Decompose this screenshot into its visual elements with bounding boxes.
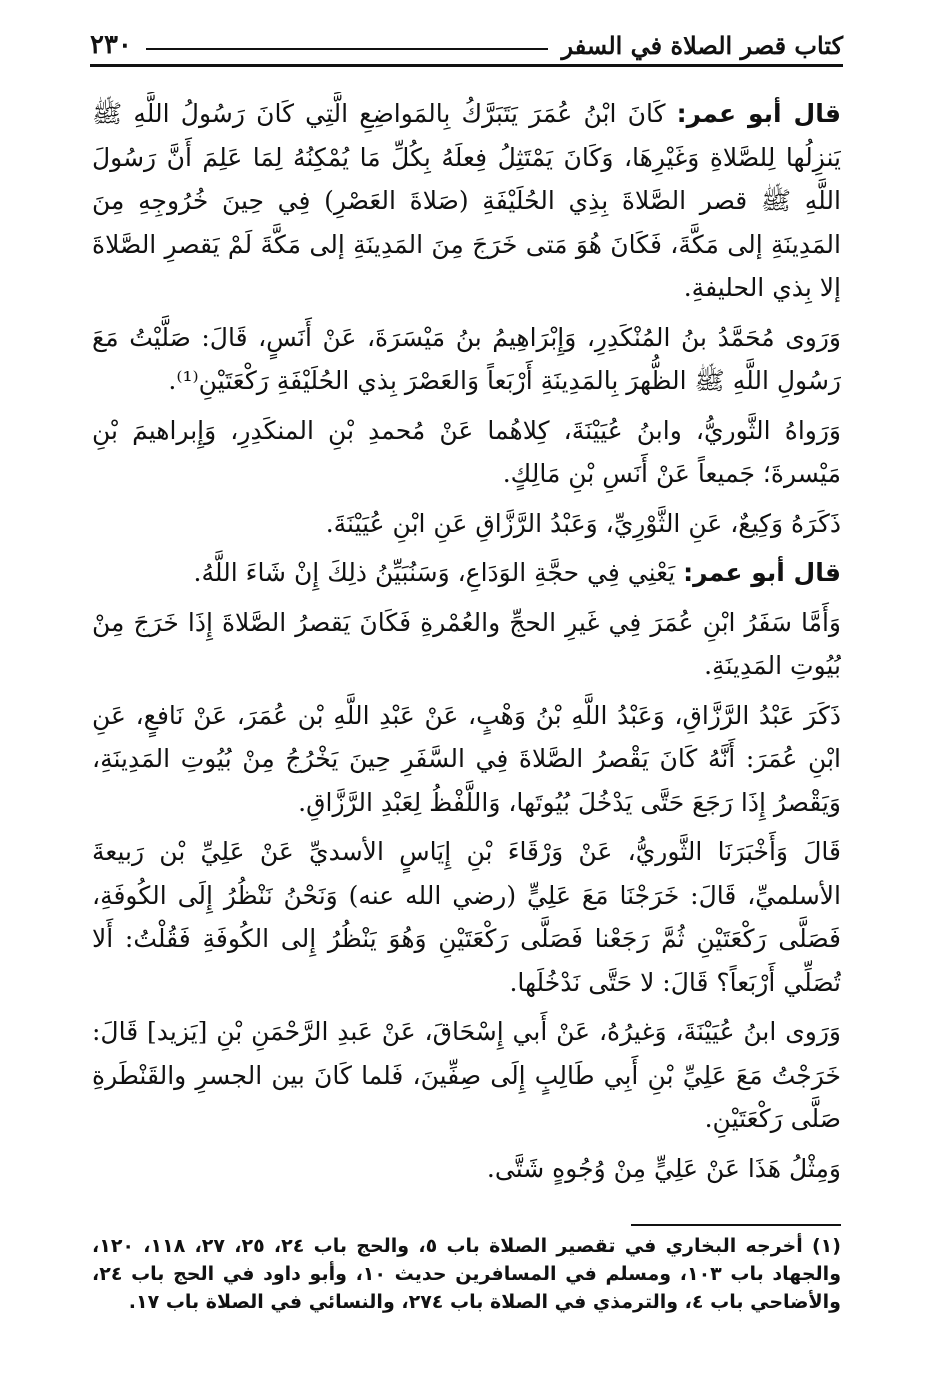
paragraph-lead: قال أبو عمر: (676, 99, 841, 128)
paragraph (92, 551, 841, 595)
paragraph-lead: قال أبو عمر: (683, 558, 841, 587)
header-rule (146, 48, 548, 50)
paragraph-text: ذَكَرَ عَبْدُ الرَّزَّاقِ، وَعَبْدُ اللَّهِ بْنُ وَهْبٍ، عَنْ عَبْدِ اللَّهِ بْن عُمَرَ، عَنْ نَافعٍ، عَنِ ابْنِ عُمَرَ: أَنَّهُ كَانَ يَقْصرُ الصَّلاةَ فِي السَّفَرِ حِينَ يَخْرُجُ مِنْ بُيُوتِ المَدِينَةِ، وَيَقْصرُ إِذَا رَجَعَ حَتَّى يَدْخُلَ بُيُوتَها، وَاللَّفْظُ لِعَبْدِ الرَّزَّاقِ. (92, 700, 841, 817)
running-title: كتاب قصر الصلاة في السفر (561, 31, 843, 60)
paragraph-text: قَالَ وَأَخْبَرَنَا الثَّوريُّ، عَنْ وَرْقَاءَ بْنِ إِيَاسٍ الأسديِّ عَنْ عَلِيِّ بْن رَبيعةَ الأسلميِّ، قَالَ: خَرَجْنَا مَعَ عَلِيٍّ (رضي الله عنه) وَنَحْنُ نَنْظُرُ إِلَى الكُوفَةِ، فَصَلَّى رَكْعَتَيْنِ ثُمَّ رَجَعْنا فَصَلَّى رَكْعَتَيْنِ وَهُوَ يَنْظُرُ إِلى الكُوفَةِ فَقُلْتُ: أَلا تُصَلِّي أَرْبَعاً؟ قَالَ: لا حَتَّى نَدْخُلَها. (92, 837, 841, 997)
paragraph (92, 92, 841, 310)
paragraph (92, 502, 841, 546)
paragraph-text: وَرَوى ابنُ عُيَيْنَةَ، وَغيرُهُ، عَنْ أَبي إِسْحَاقَ، عَنْ عَبدِ الرَّحْمَنِ بْنِ [يَزيد] قَالَ: خَرَجْتُ مَعَ عَلِيِّ بْنِ أَبِي طَالِبٍ إِلَى صِفِّينَ، فَلما كَانَ بين الجسرِ والقَنْطَرةِ صَلَّى رَكْعَتَيْنِ. (92, 1017, 841, 1133)
paragraph-text: ذَكَرَهُ وَكِيعٌ، عَنِ الثَّوْرِيِّ، وَعَبْدُ الرَّزَّاقِ عَنِ ابْنِ عُيَيْنَةَ. (325, 508, 841, 538)
paragraph-text: وَرَوى مُحَمَّدُ بنُ المُنْكَدِرِ، وَإِبْرَاهِيمُ بنُ مَيْسَرَةَ، عَنْ أَنَسٍ، قَالَ: صَلَّيْتُ مَعَ رَسُولِ اللَّهِ ﷺ الظُّهرَ بِالمَدِينَةِ أَرْبَعاً وَالعَصْرَ بِذي الحُلَيْفَةِ رَكْعَتَيْنِ⁽¹⁾. (92, 322, 841, 395)
main-text (92, 92, 841, 1187)
paragraph-text: كَانَ ابْنُ عُمَرَ يَتَبَرَّكُ بِالمَواضِعِ الَّتِي كَانَ رَسُولُ اللَّهِ ﷺ يَنزِلُها لِلصَّلاةِ وَغَيْرِهَا، وَكَانَ يَمْتَثِلُ فِعلَهُ بِكُلِّ مَا يُمْكِنُهُ لِمَا عَلِمَ أَنَّ رَسُولَ اللَّهِ ﷺ قصر الصَّلاةَ بِذِي الحُلَيْفَةِ (صَلاةَ العَصْرِ) فِي حِينَ خُرُوجِهِ مِنَ المَدِينَةِ إلى مَكَّةَ، فَكَانَ هُوَ مَتى خَرَجَ مِنَ المَدِينَةِ إلى مَكَّةَ لَمْ يَقصرِ الصَّلاةَ إلا بِذي الحليفةِ. (92, 99, 841, 302)
page-header (90, 24, 843, 67)
paragraph-text: يَعْنِي فِي حجَّةِ الوَدَاعِ، وَسَنُبَيِّنُ ذلِكَ إِنْ شَاءَ اللَّهُ. (193, 558, 684, 587)
footnote-separator (631, 1224, 841, 1226)
paragraph-text: وَمِثْلُ هَذَا عَنْ عَلِيٍّ مِنْ وُجُوهٍ شَتَّى. (486, 1153, 841, 1183)
paragraph (92, 409, 841, 496)
footnote: (١) أخرجه البخاري في تقصير الصلاة باب ٥، والحج باب ٢٤، ٢٥، ٢٧، ١١٨، ١٢٠، والجهاد باب ١٠٣، ومسلم في المسافرين حديث ١٠، وأبو داود في الحج باب ٢٤، والأضاحي باب ٤، والترمذي في الصلاة باب ٢٧٤، والنسائي في الصلاة باب ١٧. (92, 1235, 842, 1313)
paragraph-text: وَرَواهُ الثَّوريُّ، وابنُ عُيَيْنَةَ، كِلاهُما عَنْ مُحمدِ بْنِ المنكَدِرِ، وَإِبراهيمَ بْنِ مَيْسرةَ؛ جَميعاً عَنْ أَنَسِ بْنِ مَالِكٍ. (92, 415, 841, 488)
paragraph (92, 1147, 841, 1188)
paragraph (92, 830, 841, 1004)
paragraph (92, 1010, 841, 1141)
paragraph (92, 316, 841, 403)
paragraph (92, 694, 841, 825)
page-number: ٢٣٠ (90, 30, 132, 60)
paragraph-text: وَأَمَّا سَفَرُ ابْنِ عُمَرَ فِي غَيرِ الحجِّ والعُمْرةِ فَكَانَ يَقصرُ الصَّلاةَ إِذَا خَرَجَ مِنْ بُيُوتِ المَدِينَةِ. (92, 607, 841, 680)
paragraph (92, 601, 841, 688)
